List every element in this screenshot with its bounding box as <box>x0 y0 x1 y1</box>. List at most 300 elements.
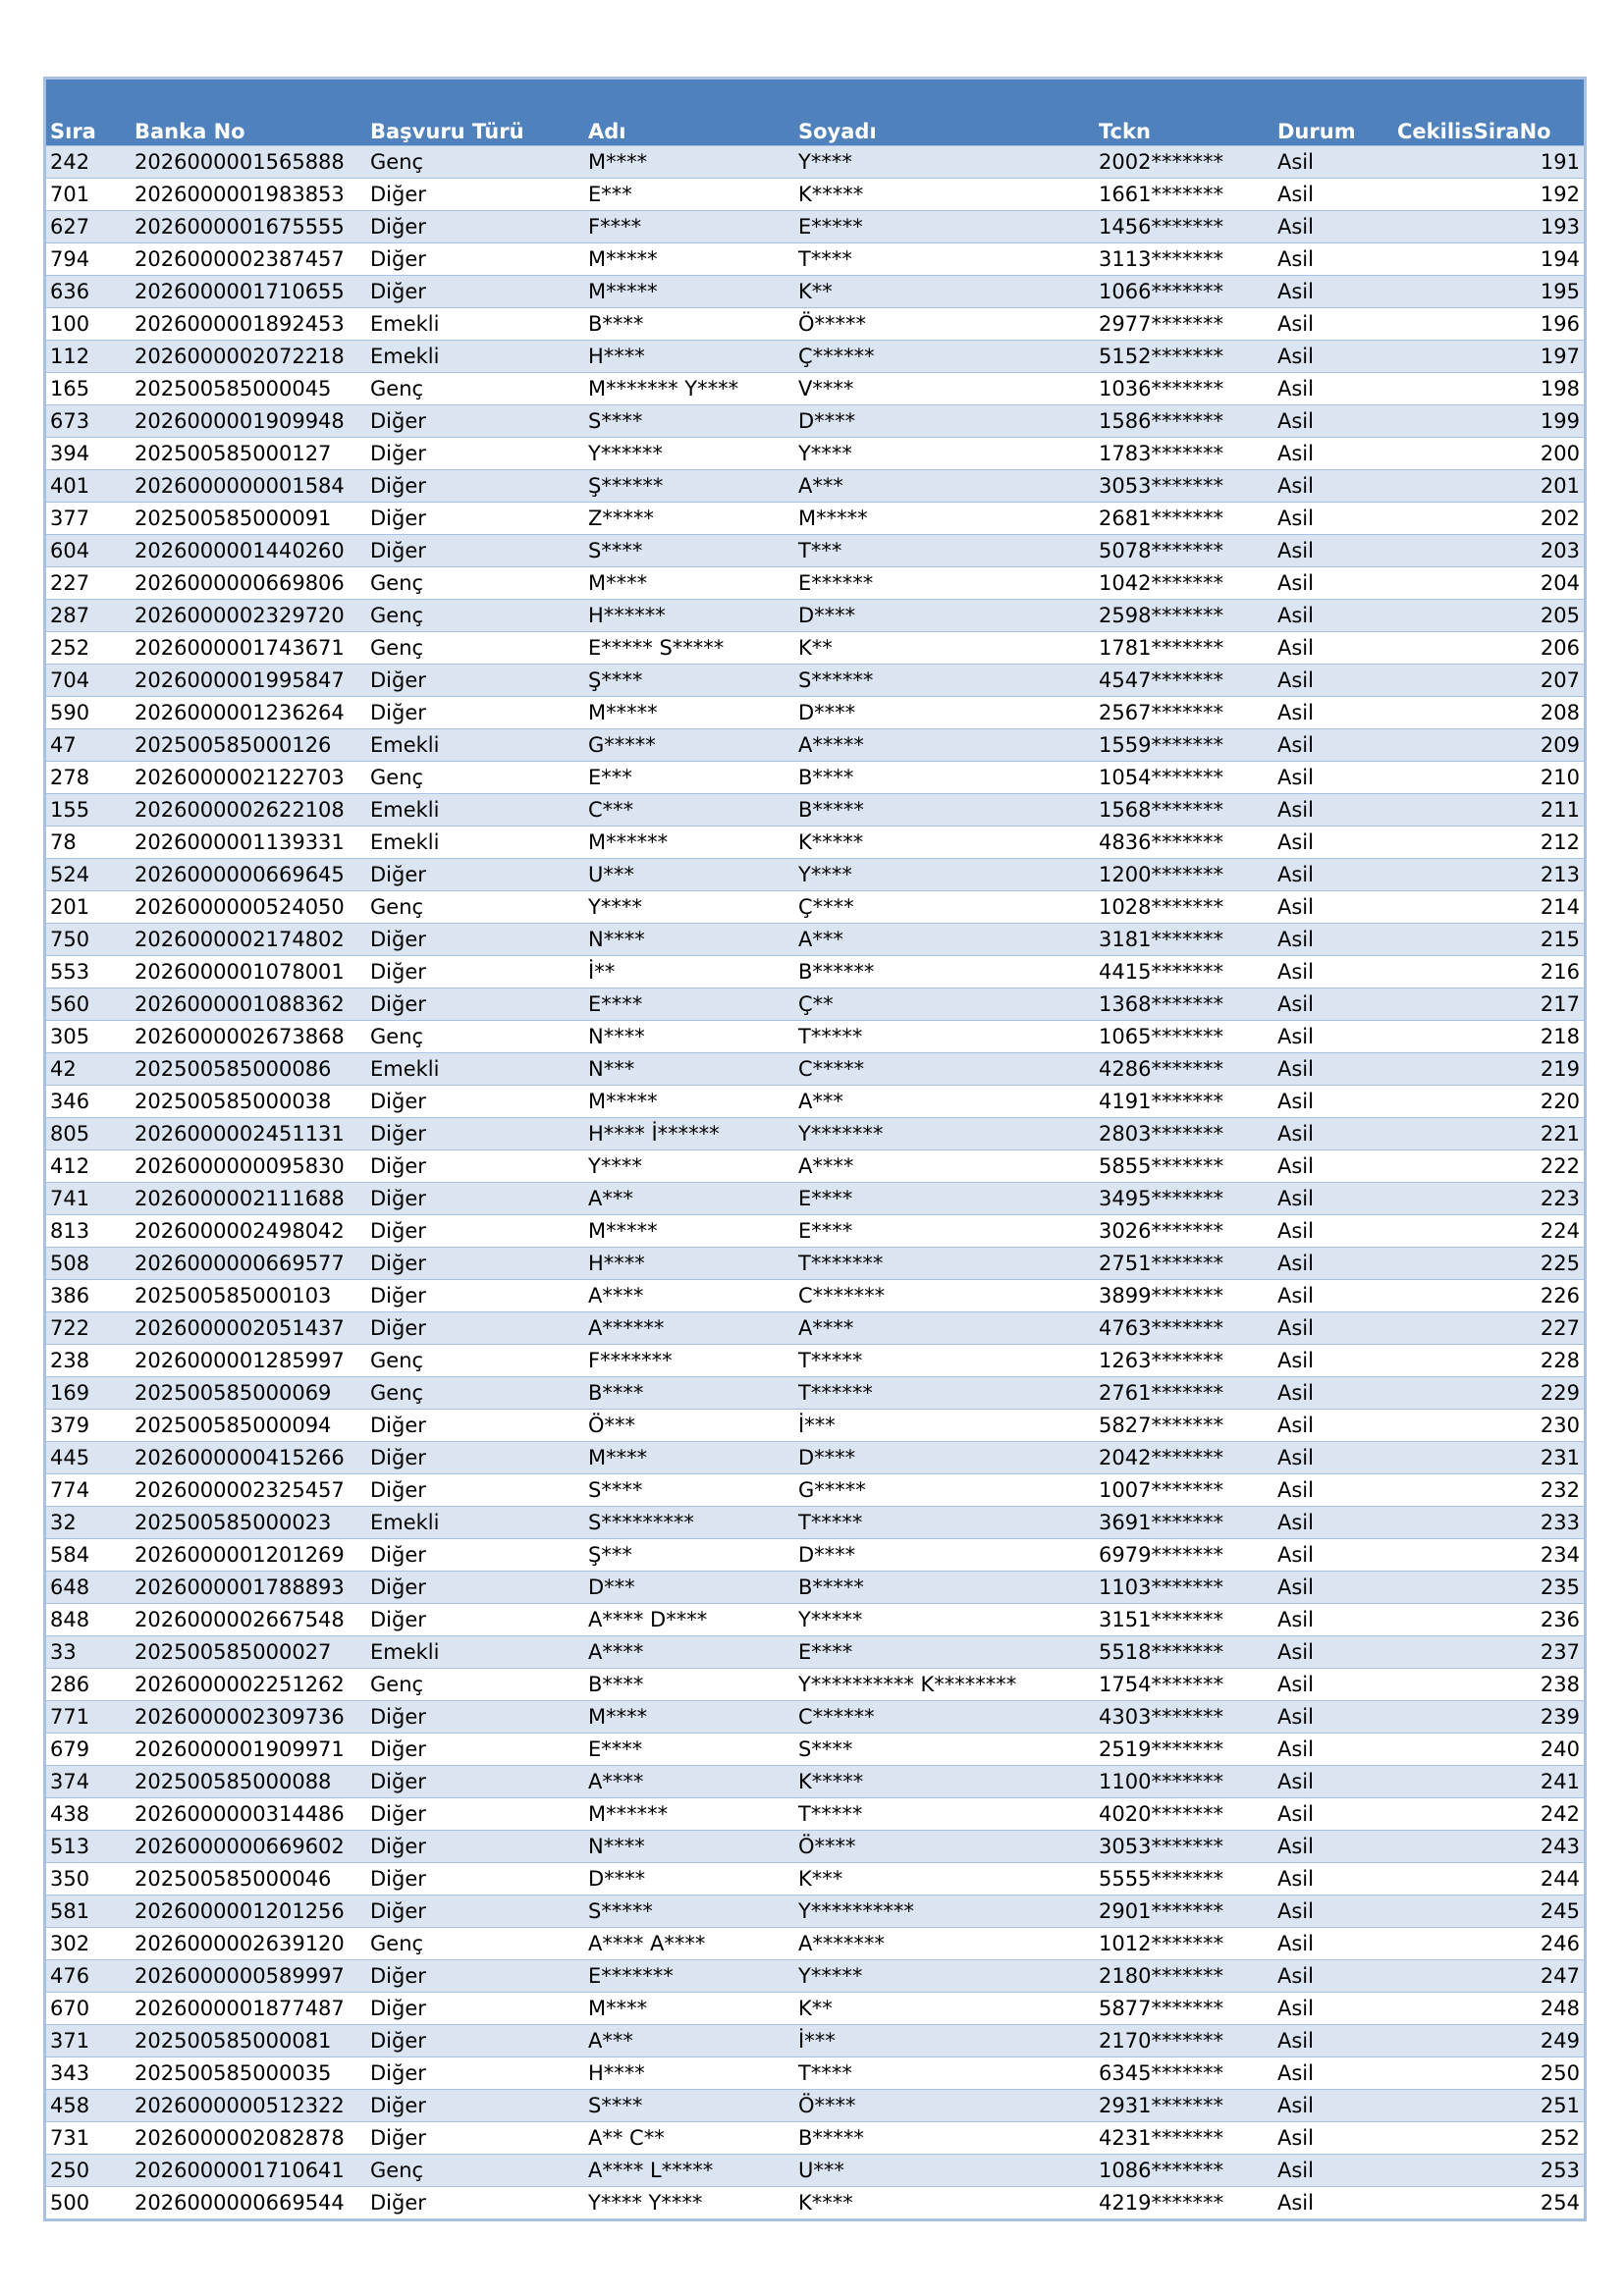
cell-basvuru-turu: Genç <box>366 1377 584 1410</box>
cell-sira: 771 <box>46 1701 131 1734</box>
cell-cekilis-sira-no: 197 <box>1393 341 1584 373</box>
cell-adi: S**** <box>584 535 794 567</box>
cell-cekilis-sira-no: 212 <box>1393 827 1584 859</box>
cell-durum: Asil <box>1273 859 1393 891</box>
cell-tckn: 1559******* <box>1095 729 1273 762</box>
table-row <box>46 1442 1584 1474</box>
table-row <box>46 211 1584 243</box>
cell-tckn: 5078******* <box>1095 535 1273 567</box>
cell-tckn: 2519******* <box>1095 1734 1273 1766</box>
cell-banka-no: 2026000000669645 <box>131 859 366 891</box>
cell-adi: A**** D**** <box>584 1604 794 1636</box>
cell-adi: H**** <box>584 2057 794 2090</box>
cell-banka-no: 2026000002325457 <box>131 1474 366 1507</box>
cell-adi: E**** <box>584 988 794 1021</box>
cell-soyadi: S**** <box>794 1734 1095 1766</box>
cell-cekilis-sira-no: 199 <box>1393 405 1584 438</box>
cell-cekilis-sira-no: 207 <box>1393 665 1584 697</box>
cell-sira: 371 <box>46 2025 131 2057</box>
cell-durum: Asil <box>1273 1410 1393 1442</box>
cell-cekilis-sira-no: 251 <box>1393 2090 1584 2122</box>
cell-soyadi: A*** <box>794 1086 1095 1118</box>
cell-sira: 33 <box>46 1636 131 1669</box>
cell-soyadi: G***** <box>794 1474 1095 1507</box>
cell-basvuru-turu: Diğer <box>366 1086 584 1118</box>
cell-basvuru-turu: Diğer <box>366 179 584 211</box>
cell-banka-no: 2026000000001584 <box>131 470 366 503</box>
cell-sira: 374 <box>46 1766 131 1798</box>
cell-cekilis-sira-no: 233 <box>1393 1507 1584 1539</box>
cell-basvuru-turu: Diğer <box>366 1150 584 1183</box>
cell-banka-no: 202500585000045 <box>131 373 366 405</box>
cell-cekilis-sira-no: 201 <box>1393 470 1584 503</box>
cell-soyadi: C****** <box>794 1701 1095 1734</box>
cell-adi: E**** <box>584 1734 794 1766</box>
table-row <box>46 600 1584 632</box>
cell-tckn: 2803******* <box>1095 1118 1273 1150</box>
cell-soyadi: D**** <box>794 1442 1095 1474</box>
cell-sira: 513 <box>46 1831 131 1863</box>
cell-soyadi: T**** <box>794 2057 1095 2090</box>
cell-sira: 201 <box>46 891 131 924</box>
cell-sira: 581 <box>46 1896 131 1928</box>
cell-basvuru-turu: Diğer <box>366 1863 584 1896</box>
table-row <box>46 1021 1584 1053</box>
table-row <box>46 1766 1584 1798</box>
cell-sira: 508 <box>46 1248 131 1280</box>
cell-basvuru-turu: Diğer <box>366 1993 584 2025</box>
cell-sira: 731 <box>46 2122 131 2155</box>
cell-sira: 560 <box>46 988 131 1021</box>
cell-sira: 722 <box>46 1312 131 1345</box>
cell-basvuru-turu: Diğer <box>366 1474 584 1507</box>
cell-durum: Asil <box>1273 956 1393 988</box>
cell-cekilis-sira-no: 215 <box>1393 924 1584 956</box>
cell-banka-no: 2026000002387457 <box>131 243 366 276</box>
cell-cekilis-sira-no: 200 <box>1393 438 1584 470</box>
cell-basvuru-turu: Diğer <box>366 1572 584 1604</box>
cell-soyadi: V**** <box>794 373 1095 405</box>
cell-banka-no: 2026000001909971 <box>131 1734 366 1766</box>
cell-adi: M***** <box>584 243 794 276</box>
cell-durum: Asil <box>1273 697 1393 729</box>
cell-durum: Asil <box>1273 1734 1393 1766</box>
cell-soyadi: K** <box>794 276 1095 308</box>
cell-adi: Ş****** <box>584 470 794 503</box>
cell-tckn: 1007******* <box>1095 1474 1273 1507</box>
cell-adi: M***** <box>584 1086 794 1118</box>
cell-banka-no: 2026000002622108 <box>131 794 366 827</box>
cell-banka-no: 2026000002498042 <box>131 1215 366 1248</box>
cell-durum: Asil <box>1273 2122 1393 2155</box>
cell-tckn: 1086******* <box>1095 2155 1273 2187</box>
cell-durum: Asil <box>1273 1701 1393 1734</box>
cell-basvuru-turu: Diğer <box>366 1734 584 1766</box>
cell-cekilis-sira-no: 203 <box>1393 535 1584 567</box>
column-header-soyadi: Soyadı <box>794 80 1095 146</box>
cell-cekilis-sira-no: 192 <box>1393 179 1584 211</box>
column-header-adi: Adı <box>584 80 794 146</box>
cell-banka-no: 2026000000669577 <box>131 1248 366 1280</box>
cell-adi: G***** <box>584 729 794 762</box>
cell-sira: 155 <box>46 794 131 827</box>
cell-tckn: 2681******* <box>1095 503 1273 535</box>
cell-adi: D**** <box>584 1863 794 1896</box>
cell-basvuru-turu: Diğer <box>366 1183 584 1215</box>
cell-durum: Asil <box>1273 1183 1393 1215</box>
cell-tckn: 2180******* <box>1095 1960 1273 1993</box>
table-row <box>46 1118 1584 1150</box>
table-row <box>46 2155 1584 2187</box>
cell-sira: 278 <box>46 762 131 794</box>
cell-durum: Asil <box>1273 1442 1393 1474</box>
cell-banka-no: 202500585000103 <box>131 1280 366 1312</box>
cell-basvuru-turu: Genç <box>366 2155 584 2187</box>
cell-basvuru-turu: Diğer <box>366 988 584 1021</box>
cell-sira: 590 <box>46 697 131 729</box>
cell-cekilis-sira-no: 246 <box>1393 1928 1584 1960</box>
table-row <box>46 1507 1584 1539</box>
cell-banka-no: 2026000001983853 <box>131 179 366 211</box>
cell-soyadi: Y**** <box>794 146 1095 179</box>
cell-durum: Asil <box>1273 373 1393 405</box>
cell-basvuru-turu: Emekli <box>366 729 584 762</box>
cell-cekilis-sira-no: 220 <box>1393 1086 1584 1118</box>
cell-banka-no: 2026000000415266 <box>131 1442 366 1474</box>
cell-soyadi: Y**** <box>794 859 1095 891</box>
cell-basvuru-turu: Diğer <box>366 470 584 503</box>
table-row <box>46 1669 1584 1701</box>
cell-durum: Asil <box>1273 405 1393 438</box>
cell-adi: N*** <box>584 1053 794 1086</box>
cell-tckn: 1568******* <box>1095 794 1273 827</box>
cell-basvuru-turu: Diğer <box>366 2025 584 2057</box>
cell-tckn: 1368******* <box>1095 988 1273 1021</box>
table-row <box>46 276 1584 308</box>
cell-sira: 165 <box>46 373 131 405</box>
cell-cekilis-sira-no: 247 <box>1393 1960 1584 1993</box>
cell-adi: S**** <box>584 405 794 438</box>
table-row <box>46 1831 1584 1863</box>
table-row <box>46 1896 1584 1928</box>
column-header-sira: Sıra <box>46 80 131 146</box>
cell-durum: Asil <box>1273 1539 1393 1572</box>
cell-basvuru-turu: Diğer <box>366 1539 584 1572</box>
cell-basvuru-turu: Diğer <box>366 1312 584 1345</box>
cell-durum: Asil <box>1273 1248 1393 1280</box>
cell-basvuru-turu: Genç <box>366 632 584 665</box>
cell-tckn: 4303******* <box>1095 1701 1273 1734</box>
cell-tckn: 5555******* <box>1095 1863 1273 1896</box>
cell-adi: C*** <box>584 794 794 827</box>
cell-soyadi: İ*** <box>794 1410 1095 1442</box>
cell-basvuru-turu: Diğer <box>366 1280 584 1312</box>
cell-basvuru-turu: Genç <box>366 1928 584 1960</box>
cell-basvuru-turu: Diğer <box>366 1960 584 1993</box>
cell-soyadi: T******* <box>794 1248 1095 1280</box>
cell-cekilis-sira-no: 217 <box>1393 988 1584 1021</box>
cell-sira: 701 <box>46 179 131 211</box>
cell-adi: Y****** <box>584 438 794 470</box>
cell-durum: Asil <box>1273 1993 1393 2025</box>
cell-tckn: 5152******* <box>1095 341 1273 373</box>
cell-banka-no: 202500585000038 <box>131 1086 366 1118</box>
cell-banka-no: 202500585000127 <box>131 438 366 470</box>
cell-soyadi: E**** <box>794 1636 1095 1669</box>
cell-adi: A**** L***** <box>584 2155 794 2187</box>
cell-sira: 412 <box>46 1150 131 1183</box>
cell-durum: Asil <box>1273 1604 1393 1636</box>
cell-basvuru-turu: Genç <box>366 762 584 794</box>
cell-banka-no: 2026000002051437 <box>131 1312 366 1345</box>
cell-soyadi: K***** <box>794 827 1095 859</box>
cell-tckn: 1066******* <box>1095 276 1273 308</box>
table-row <box>46 535 1584 567</box>
cell-adi: Ş**** <box>584 665 794 697</box>
table-row <box>46 2025 1584 2057</box>
cell-adi: M***** <box>584 697 794 729</box>
table-row <box>46 697 1584 729</box>
cell-basvuru-turu: Diğer <box>366 2122 584 2155</box>
cell-soyadi: T*** <box>794 535 1095 567</box>
table-row <box>46 1701 1584 1734</box>
cell-durum: Asil <box>1273 1863 1393 1896</box>
cell-sira: 47 <box>46 729 131 762</box>
cell-tckn: 1065******* <box>1095 1021 1273 1053</box>
cell-tckn: 4415******* <box>1095 956 1273 988</box>
cell-banka-no: 202500585000069 <box>131 1377 366 1410</box>
cell-cekilis-sira-no: 254 <box>1393 2187 1584 2219</box>
cell-adi: H**** <box>584 341 794 373</box>
cell-cekilis-sira-no: 209 <box>1393 729 1584 762</box>
table-row <box>46 1960 1584 1993</box>
cell-adi: A*** <box>584 2025 794 2057</box>
cell-basvuru-turu: Diğer <box>366 1831 584 1863</box>
cell-sira: 636 <box>46 276 131 308</box>
cell-adi: A**** <box>584 1766 794 1798</box>
cell-cekilis-sira-no: 205 <box>1393 600 1584 632</box>
cell-soyadi: E****** <box>794 567 1095 600</box>
cell-adi: B**** <box>584 1669 794 1701</box>
cell-sira: 252 <box>46 632 131 665</box>
cell-soyadi: Y********** K******** <box>794 1669 1095 1701</box>
cell-soyadi: U*** <box>794 2155 1095 2187</box>
table-row <box>46 2187 1584 2219</box>
cell-basvuru-turu: Diğer <box>366 665 584 697</box>
cell-basvuru-turu: Diğer <box>366 438 584 470</box>
cell-sira: 379 <box>46 1410 131 1442</box>
cell-soyadi: A**** <box>794 1150 1095 1183</box>
cell-sira: 302 <box>46 1928 131 1960</box>
cell-tckn: 4763******* <box>1095 1312 1273 1345</box>
cell-banka-no: 2026000002122703 <box>131 762 366 794</box>
cell-adi: M***** <box>584 276 794 308</box>
cell-basvuru-turu: Diğer <box>366 924 584 956</box>
cell-soyadi: E**** <box>794 1183 1095 1215</box>
cell-sira: 169 <box>46 1377 131 1410</box>
cell-soyadi: Ö**** <box>794 1831 1095 1863</box>
cell-soyadi: Ö***** <box>794 308 1095 341</box>
cell-banka-no: 2026000001710641 <box>131 2155 366 2187</box>
cell-soyadi: Y**** <box>794 438 1095 470</box>
cell-sira: 670 <box>46 1993 131 2025</box>
cell-cekilis-sira-no: 214 <box>1393 891 1584 924</box>
cell-basvuru-turu: Diğer <box>366 1604 584 1636</box>
cell-sira: 78 <box>46 827 131 859</box>
cell-cekilis-sira-no: 236 <box>1393 1604 1584 1636</box>
cell-basvuru-turu: Diğer <box>366 2090 584 2122</box>
table-row <box>46 1410 1584 1442</box>
cell-adi: E*** <box>584 762 794 794</box>
cell-banka-no: 202500585000086 <box>131 1053 366 1086</box>
cell-tckn: 2598******* <box>1095 600 1273 632</box>
cell-tckn: 5518******* <box>1095 1636 1273 1669</box>
table-row <box>46 1280 1584 1312</box>
cell-soyadi: B***** <box>794 1572 1095 1604</box>
cell-sira: 287 <box>46 600 131 632</box>
cell-durum: Asil <box>1273 341 1393 373</box>
cell-soyadi: İ*** <box>794 2025 1095 2057</box>
cell-cekilis-sira-no: 243 <box>1393 1831 1584 1863</box>
cell-sira: 679 <box>46 1734 131 1766</box>
cell-sira: 553 <box>46 956 131 988</box>
cell-adi: F**** <box>584 211 794 243</box>
cell-tckn: 1263******* <box>1095 1345 1273 1377</box>
cell-adi: N**** <box>584 924 794 956</box>
cell-cekilis-sira-no: 252 <box>1393 2122 1584 2155</box>
cell-durum: Asil <box>1273 600 1393 632</box>
cell-banka-no: 2026000001909948 <box>131 405 366 438</box>
cell-soyadi: E***** <box>794 211 1095 243</box>
cell-basvuru-turu: Diğer <box>366 1701 584 1734</box>
cell-tckn: 3151******* <box>1095 1604 1273 1636</box>
cell-durum: Asil <box>1273 1831 1393 1863</box>
cell-banka-no: 2026000002451131 <box>131 1118 366 1150</box>
cell-banka-no: 2026000000669544 <box>131 2187 366 2219</box>
cell-tckn: 1103******* <box>1095 1572 1273 1604</box>
cell-banka-no: 2026000001710655 <box>131 276 366 308</box>
table-row <box>46 1377 1584 1410</box>
table-row <box>46 470 1584 503</box>
cell-cekilis-sira-no: 226 <box>1393 1280 1584 1312</box>
cell-banka-no: 2026000002072218 <box>131 341 366 373</box>
column-header-durum: Durum <box>1273 80 1393 146</box>
cell-adi: S**** <box>584 2090 794 2122</box>
cell-banka-no: 2026000001285997 <box>131 1345 366 1377</box>
cell-cekilis-sira-no: 202 <box>1393 503 1584 535</box>
cell-durum: Asil <box>1273 665 1393 697</box>
table-row <box>46 2090 1584 2122</box>
cell-tckn: 3053******* <box>1095 1831 1273 1863</box>
cell-adi: M****** <box>584 1798 794 1831</box>
cell-durum: Asil <box>1273 2057 1393 2090</box>
cell-tckn: 3495******* <box>1095 1183 1273 1215</box>
cell-cekilis-sira-no: 253 <box>1393 2155 1584 2187</box>
cell-durum: Asil <box>1273 1669 1393 1701</box>
table-row <box>46 1928 1584 1960</box>
cell-tckn: 4286******* <box>1095 1053 1273 1086</box>
table-row <box>46 567 1584 600</box>
cell-tckn: 2170******* <box>1095 2025 1273 2057</box>
cell-banka-no: 2026000001201256 <box>131 1896 366 1928</box>
cell-adi: S**** <box>584 1474 794 1507</box>
cell-adi: M**** <box>584 1442 794 1474</box>
cell-tckn: 5827******* <box>1095 1410 1273 1442</box>
cell-durum: Asil <box>1273 762 1393 794</box>
column-header-banka-no: Banka No <box>131 80 366 146</box>
cell-durum: Asil <box>1273 535 1393 567</box>
cell-cekilis-sira-no: 239 <box>1393 1701 1584 1734</box>
cell-durum: Asil <box>1273 1636 1393 1669</box>
table-row <box>46 1993 1584 2025</box>
cell-cekilis-sira-no: 241 <box>1393 1766 1584 1798</box>
cell-banka-no: 202500585000126 <box>131 729 366 762</box>
cell-tckn: 2751******* <box>1095 1248 1273 1280</box>
cell-adi: Ö*** <box>584 1410 794 1442</box>
cell-adi: N**** <box>584 1831 794 1863</box>
table-row <box>46 1539 1584 1572</box>
cell-basvuru-turu: Diğer <box>366 2187 584 2219</box>
cell-durum: Asil <box>1273 1150 1393 1183</box>
cell-adi: S***** <box>584 1896 794 1928</box>
cell-soyadi: T***** <box>794 1021 1095 1053</box>
cell-sira: 346 <box>46 1086 131 1118</box>
cell-cekilis-sira-no: 216 <box>1393 956 1584 988</box>
cell-sira: 112 <box>46 341 131 373</box>
cell-soyadi: D**** <box>794 600 1095 632</box>
cell-durum: Asil <box>1273 179 1393 211</box>
cell-banka-no: 2026000000314486 <box>131 1798 366 1831</box>
cell-adi: Y**** <box>584 1150 794 1183</box>
cell-cekilis-sira-no: 232 <box>1393 1474 1584 1507</box>
cell-tckn: 5855******* <box>1095 1150 1273 1183</box>
cell-basvuru-turu: Diğer <box>366 405 584 438</box>
cell-cekilis-sira-no: 250 <box>1393 2057 1584 2090</box>
cell-banka-no: 2026000001201269 <box>131 1539 366 1572</box>
cell-durum: Asil <box>1273 1798 1393 1831</box>
cell-basvuru-turu: Genç <box>366 600 584 632</box>
cell-adi: Z***** <box>584 503 794 535</box>
cell-cekilis-sira-no: 219 <box>1393 1053 1584 1086</box>
cell-cekilis-sira-no: 234 <box>1393 1539 1584 1572</box>
cell-basvuru-turu: Genç <box>366 1021 584 1053</box>
cell-soyadi: Y********** <box>794 1896 1095 1928</box>
cell-cekilis-sira-no: 231 <box>1393 1442 1584 1474</box>
cell-banka-no: 202500585000081 <box>131 2025 366 2057</box>
table-row <box>46 341 1584 373</box>
cell-soyadi: Ç** <box>794 988 1095 1021</box>
cell-sira: 100 <box>46 308 131 341</box>
cell-adi: E*** <box>584 179 794 211</box>
cell-durum: Asil <box>1273 470 1393 503</box>
cell-sira: 848 <box>46 1604 131 1636</box>
cell-adi: E***** S***** <box>584 632 794 665</box>
cell-tckn: 2761******* <box>1095 1377 1273 1410</box>
cell-soyadi: K***** <box>794 1766 1095 1798</box>
cell-cekilis-sira-no: 210 <box>1393 762 1584 794</box>
cell-soyadi: B****** <box>794 956 1095 988</box>
cell-tckn: 1661******* <box>1095 179 1273 211</box>
table-row <box>46 1636 1584 1669</box>
cell-banka-no: 2026000001236264 <box>131 697 366 729</box>
cell-cekilis-sira-no: 242 <box>1393 1798 1584 1831</box>
cell-sira: 394 <box>46 438 131 470</box>
cell-adi: A**** <box>584 1636 794 1669</box>
cell-sira: 238 <box>46 1345 131 1377</box>
cell-banka-no: 2026000001877487 <box>131 1993 366 2025</box>
cell-adi: M***** <box>584 1215 794 1248</box>
cell-tckn: 1042******* <box>1095 567 1273 600</box>
